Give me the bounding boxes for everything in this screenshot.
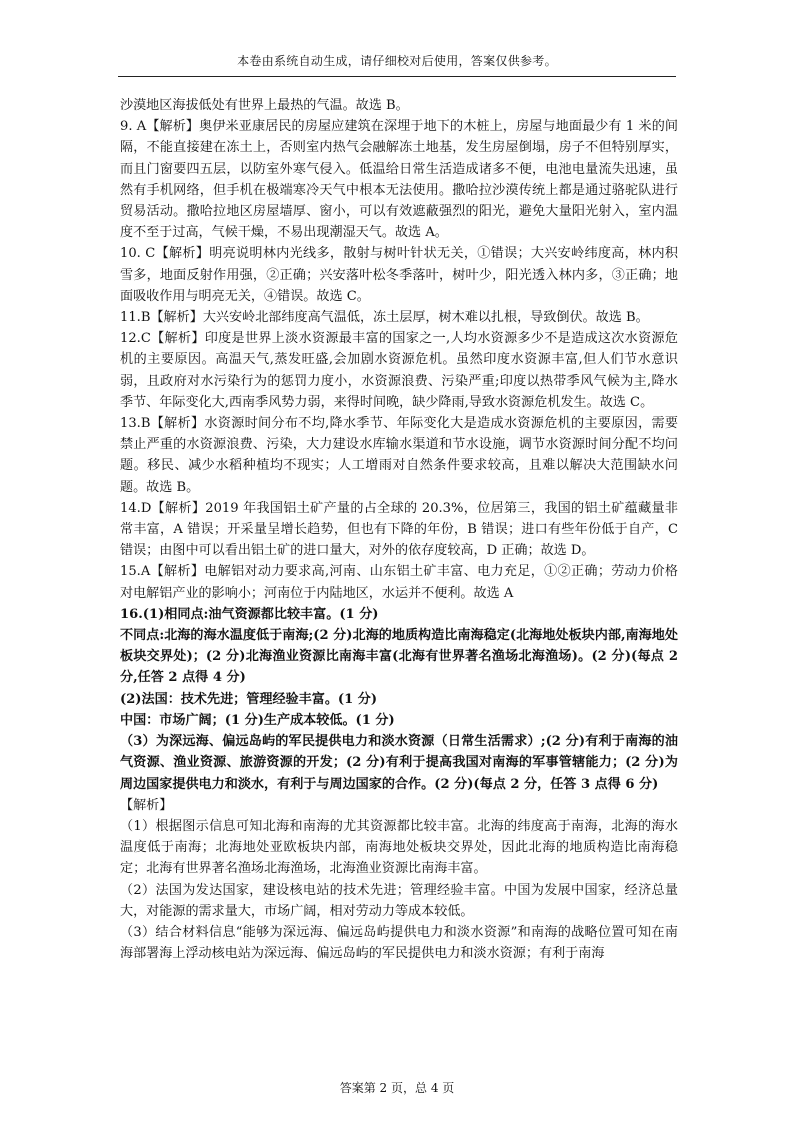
paragraph: 12.C【解析】印度是世界上淡水资源最丰富的国家之一,人均水资源多少不是造成这次水资源危机的主要原因。高温天气,蒸发旺盛,会加剧水资源危机。虽然印度水资源丰富,但人们节水意识弱，且政府对水污染行为的惩罚力度小，水资源浪费、污染严重;印度以热带季风气候为主,降水季节、年际变化大,西南季风势力弱，来得时间晚，缺少降雨,导致水资源危机发生。故选 C。 xyxy=(120,331,678,410)
paragraph: （2）法国为发达国家，建设核电站的技术先进；管理经验丰富。中国为发展中国家，经济总量大，对能源的需求量大，市场广阔，相对劳动力等成本较低。 xyxy=(120,882,678,919)
answer-content xyxy=(120,95,678,964)
paragraph: 9. A【解析】奥伊米亚康居民的房屋应建筑在深埋于地下的木桩上，房屋与地面最少有 1 米的间隔，不能直接建在冻土上，否则室内热气会融解冻土地基，发生房屋倒塌，房子不但特别厚实，而且门窗要四五层，以防室外寒气侵入。低温给日常生活造成诸多不便，电池电量流失迅速，虽然有手机网络，但手机在极端寒冷天气中根本无法使用。撒哈拉沙漠传统上都是通过骆驼队进行贸易活动。撒哈拉地区房屋墙厚、窗小，可以有效遮蔽强烈的阳光，避免大量阳光射入，室内温度不至于过高，气候干燥，不易出现潮湿天气。故选 A。 xyxy=(120,119,678,241)
paragraph: 不同点:北海的海水温度低于南海;(2 分)北海的地质构造比南海稳定(北海地处板块内部,南海地处板块交界处)；(2 分)北海渔业资源比南海丰富(北海有世界著名渔场北海渔场)。(2 分)(每点 2 分,任答 2 点得 4 分) xyxy=(120,628,678,686)
paragraph: 16.(1)相同点:油气资源都比较丰富。(1 分) xyxy=(120,606,379,622)
paragraph: 沙漠地区海拔低处有世界上最热的气温。故选 B。 xyxy=(120,98,409,113)
paragraph: 15.A【解析】电解铝对动力要求高,河南、山东铝土矿丰富、电力充足，①②正确；劳动力价格对电解铝产业的影响小；河南位于内陆地区，水运并不便利。故选 A xyxy=(120,564,678,601)
page-header: 本卷由系统自动生成，请仔细校对后使用，答案仅供参考。 xyxy=(118,52,676,77)
paragraph: （1）根据图示信息可知北海和南海的尤其资源都比较丰富。北海的纬度高于南海，北海的海水温度低于南海；北海地处亚欧板块内部，南海地处板块交界处，因此北海的地质构造比南海稳定；北海有世界著名渔场北海渔场，北海渔业资源比南海丰富。 xyxy=(120,818,678,877)
paragraph: （3）为深远海、偏远岛屿的军民提供电力和淡水资源（日常生活需求）;(2 分)有利于南海的油气资源、渔业资源、旅游资源的开发；(2 分)有利于提高我国对南海的军事管辖能力；(2 分)为周边国家提供电力和淡水，有利于与周边国家的合作。(2 分)(每点 2 分，任答 3 点得 6 分) xyxy=(120,734,678,792)
paragraph: 【解析】 xyxy=(120,797,173,813)
paragraph: 13.B【解析】水资源时间分布不均,降水季节、年际变化大是造成水资源危机的主要原因，需要禁止严重的水资源浪费、污染，大力建设水库输水渠道和节水设施，调节水资源时间分配不均问题。移民、减少水稻种植均不现实；人工增雨对自然条件要求较高，且难以解决大范围缺水问题。故选 B。 xyxy=(120,416,678,495)
paragraph: (2)法国：技术先进；管理经验丰富。(1 分) xyxy=(120,691,378,707)
paragraph: 14.D【解析】2019 年我国铝土矿产量的占全球的 20.3%，位居第三，我国的铝土矿蕴藏量非常丰富，A 错误；开采量呈增长趋势，但也有下降的年份，B 错误；进口有些年份低于自产，C 错误；由图中可以看出铝土矿的进口量大，对外的依存度较高，D 正确；故选 D。 xyxy=(120,500,678,559)
paragraph: （3）结合材料信息“能够为深远海、偏远岛屿提供电力和淡水资源”和南海的战略位置可知在南海部署海上浮动核电站为深远海、偏远岛屿的军民提供电力和淡水资源；有利于南海 xyxy=(120,924,678,962)
paragraph: 11.B【解析】大兴安岭北部纬度高气温低，冻土层厚，树木难以扎根，导致倒伏。故选 B。 xyxy=(120,310,649,326)
paragraph: 10. C【解析】明亮说明林内光线多，散射与树叶针状无关，①错误；大兴安岭纬度高，林内积雪多，地面反射作用强，②正确；兴安落叶松冬季落叶，树叶少，阳光透入林内多，③正确；地面吸收作用与明亮无关，④错误。故选 C。 xyxy=(120,246,678,304)
page-footer: 答案第 2 页，总 4 页 xyxy=(339,1081,455,1095)
paragraph: 中国：市场广阔；(1 分)生产成本较低。(1 分) xyxy=(120,712,395,728)
